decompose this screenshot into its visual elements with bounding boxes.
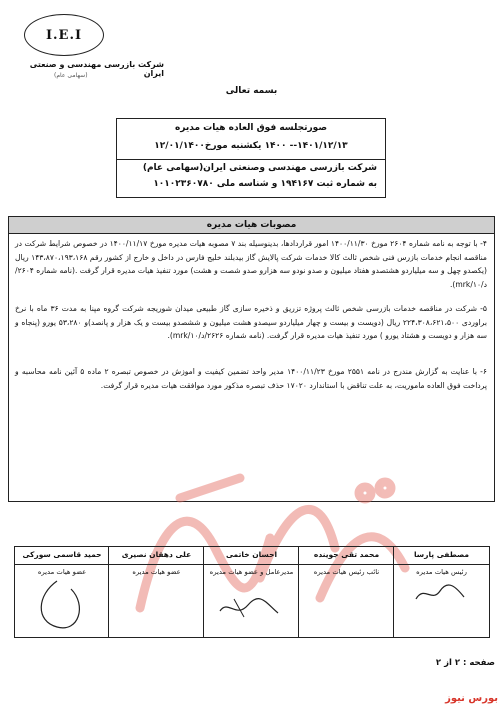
resolution-item: ۴- با توجه به نامه شماره ۲۶۰۴ مورخ ۱۴۰۰/۱۱/۳۰ امور قراردادها، بدینوسیله بند ۷ مصوبه هیات مدیره مورخ ۱۴۰۰/۱۱/۱۷ در خصوص شرایط شرکت در مناقصه انجام خدمات بازرس فنی شخص ثالث کالا خدمات شرکت پالایش گاز بیدبلند خلیج فارس در داخل و خارج از کشور رقم ۱۴۳،۸۷۰،۱۹۳،۱۶۸ ریال (یکصدو چهل و سه میلیاردو هشتصدو هفتاد میلیون و صدو نودو سه هزارو صدو شصت و هشت) مورد تنفیذ هیات مدیره قرار گرفت .(نامه شماره ۲۶۰۴/د/۱۰/mrk). xyxy=(15,239,487,289)
signer-name: علی دهقان نصیری xyxy=(121,550,192,559)
signer-role: نائب رئیس هیات مدیره xyxy=(313,568,380,576)
meeting-heading-box xyxy=(116,118,386,198)
signer-role: مدیرعامل و عضو هیات مدیره xyxy=(209,568,294,576)
signer-role: عضو هیات مدیره xyxy=(37,568,87,576)
heading-company: شرکت بازرسی مهندسی وصنعتی ایران(سهامی عام) xyxy=(142,163,377,173)
page-number: صفحه : ۲ از ۲ xyxy=(435,658,495,668)
heading-title: صورتجلسه فوق العاده هیات مدیره xyxy=(174,123,328,133)
logo-text: I.E.I xyxy=(45,27,83,43)
signatures-table xyxy=(14,546,490,638)
resolution-item: ۵- شرکت در مناقصه خدمات بازرسی شخص ثالث پروژه تزریق و ذخیره سازی گاز طبیعی میدان شوریجه شرکت گروه مپنا به مدت ۳۶ ماه با نرخ براوردی ۲۲۴،۳۰۸،۶۲۱،۵۰۰ ریال (دویست و بیست و چهار میلیاردو سیصدو هشت میلیون و ششصدو بیست و یک هزار و پانصد)و ۵۳،۲۸۰ یورو (پنجاه و سه هزار و دویست و هشتاد یورو ) مورد تنفیذ هیات مدیره قرار گرفت. (نامه شماره ۲۶۲۶/د/۱۰/mrk). xyxy=(15,304,487,340)
signature-cell xyxy=(393,547,489,637)
signature-mark xyxy=(214,591,284,621)
signer-name: حمید قاسمی سورکی xyxy=(22,550,102,559)
signer-role: عضو هیات مدیره xyxy=(132,568,181,576)
logo-company-name: شرکت بازرسی مهندسی و صنعتی ایران xyxy=(29,60,164,78)
signer-name: مصطفی پارسا xyxy=(413,550,470,559)
signature-cell xyxy=(298,547,394,637)
resolution-item: ۶- با عنایت به گزارش مندرج در نامه ۲۵۵۱ مورخ ۱۴۰۰/۱۱/۲۳ مدیر واحد تضمین کیفیت و اموزش در خصوص تبصره ۲ ماده ۵ آئین نامه محاسبه و پرداخت فوق العاده ماموریت، به علت تناقض با استاندارد ۱۷۰۲۰ حذف تبصره مذکور مورد موافقت هیات مدیره قرار گرفت. xyxy=(15,367,488,390)
logo-company-sub: (سهامی عام) xyxy=(54,72,88,79)
signature-mark xyxy=(412,581,468,607)
company-logo xyxy=(14,8,204,80)
signature-mark xyxy=(27,575,97,633)
heading-registration: به شماره ثبت ۱۹۴۱۶۷ و شناسه ملی ۱۰۱۰۲۳۶۰۷۸۰ xyxy=(153,179,377,189)
heading-date: ۱۴۰۱/۱۲/۱۳-- ۱۴۰۰ یکشنبه مورخ۱۲/۰۱/۱۴۰۰ xyxy=(154,141,348,151)
signature-cell xyxy=(108,547,204,637)
logo-emblem xyxy=(24,14,104,56)
bismillah-heading: بسمه تعالی xyxy=(225,86,278,96)
signer-name: احسان خاتمی xyxy=(225,550,278,559)
footer-watermark: بورس نیوز xyxy=(445,693,498,704)
signature-cell xyxy=(203,547,299,637)
resolutions-title: مصوبات هیات مدیره xyxy=(9,217,494,234)
heading-divider xyxy=(117,159,385,160)
signer-name: محمد تقی جوینده xyxy=(313,550,380,559)
signer-role: رئیس هیات مدیره xyxy=(416,568,467,576)
signature-cell xyxy=(15,547,109,637)
